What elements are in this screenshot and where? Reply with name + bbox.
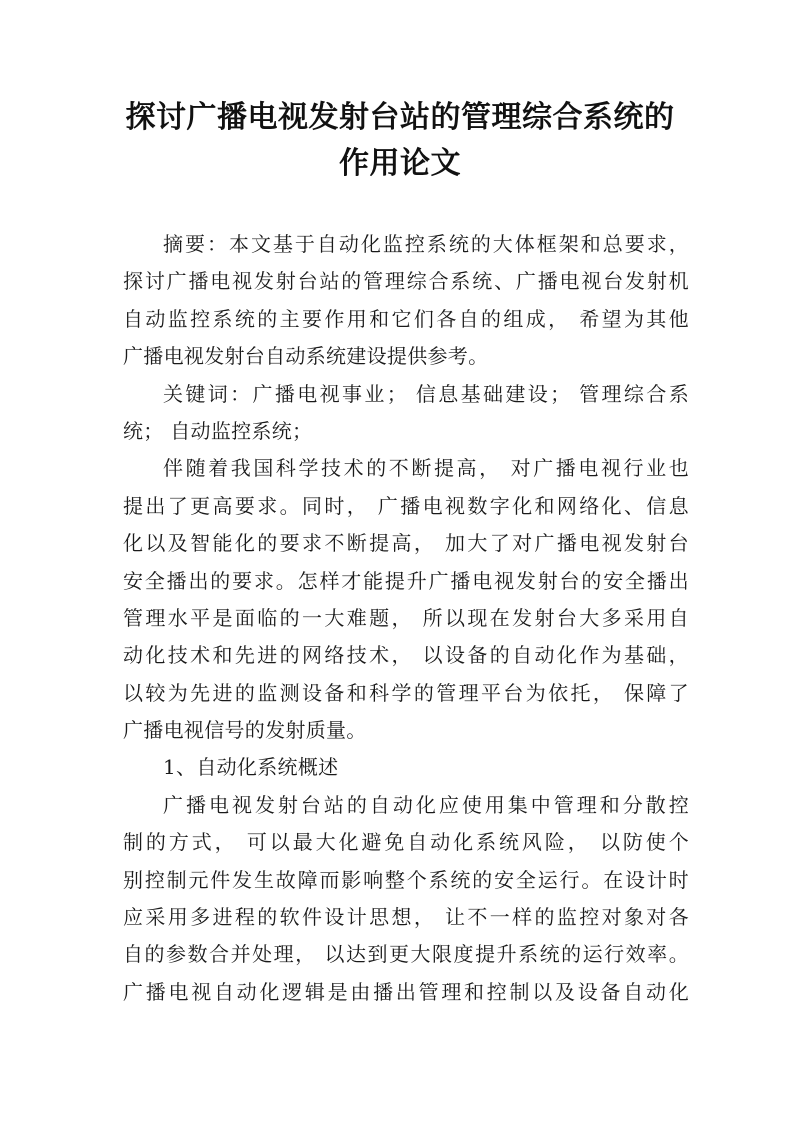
body-text-line: 自的参数合并处理， 以达到更大限度提升系统的运行效率。 [123, 942, 689, 967]
body-text-line: 化以及智能化的要求不断提高， 加大了对广播电视发射台 [123, 531, 689, 556]
document-title-line-2: 作用论文 [339, 146, 461, 181]
body-text-line: 广播电视自动化逻辑是由播出管理和控制以及设备自动化 [123, 979, 689, 1004]
body-text-line: 1、自动化系统概述 [163, 755, 339, 780]
body-text-line: 提出了更高要求。同时， 广播电视数字化和网络化、信息 [123, 493, 689, 518]
document-title-line-1: 探讨广播电视发射台站的管理综合系统的 [125, 100, 675, 135]
body-text-line: 以较为先进的监测设备和科学的管理平台为依托， 保障了 [123, 680, 689, 705]
body-text-line: 制的方式， 可以最大化避免自动化系统风险， 以防使个 [123, 830, 689, 855]
body-text-line: 探讨广播电视发射台站的管理综合系统、广播电视台发射机 [123, 269, 689, 294]
body-text-line: 管理水平是面临的一大难题， 所以现在发射台大多采用自 [123, 605, 689, 630]
body-text-line: 广播电视发射台站的自动化应使用集中管理和分散控 [163, 792, 689, 817]
body-text-line: 自动监控系统的主要作用和它们各自的组成， 希望为其他 [123, 306, 689, 331]
document-body [123, 226, 689, 1011]
body-text-line: 别控制元件发生故障而影响整个系统的安全运行。在设计时 [123, 867, 689, 892]
body-text-line: 广播电视信号的发射质量。 [123, 718, 367, 743]
body-text-line: 安全播出的要求。怎样才能提升广播电视发射台的安全播出 [123, 568, 689, 593]
body-text-line: 摘要：本文基于自动化监控系统的大体框架和总要求， [163, 232, 689, 256]
body-text-line: 动化技术和先进的网络技术， 以设备的自动化作为基础， [123, 643, 689, 668]
body-text-line: 统； 自动监控系统； [123, 418, 313, 443]
body-text-line: 伴随着我国科学技术的不断提高， 对广播电视行业也 [163, 456, 689, 481]
body-text-line: 广播电视发射台自动系统建设提供参考。 [123, 344, 489, 369]
body-text-line: 关键词：广播电视事业； 信息基础建设； 管理综合系 [163, 381, 689, 406]
body-text-line: 应采用多进程的软件设计思想， 让不一样的监控对象对各 [123, 905, 689, 930]
